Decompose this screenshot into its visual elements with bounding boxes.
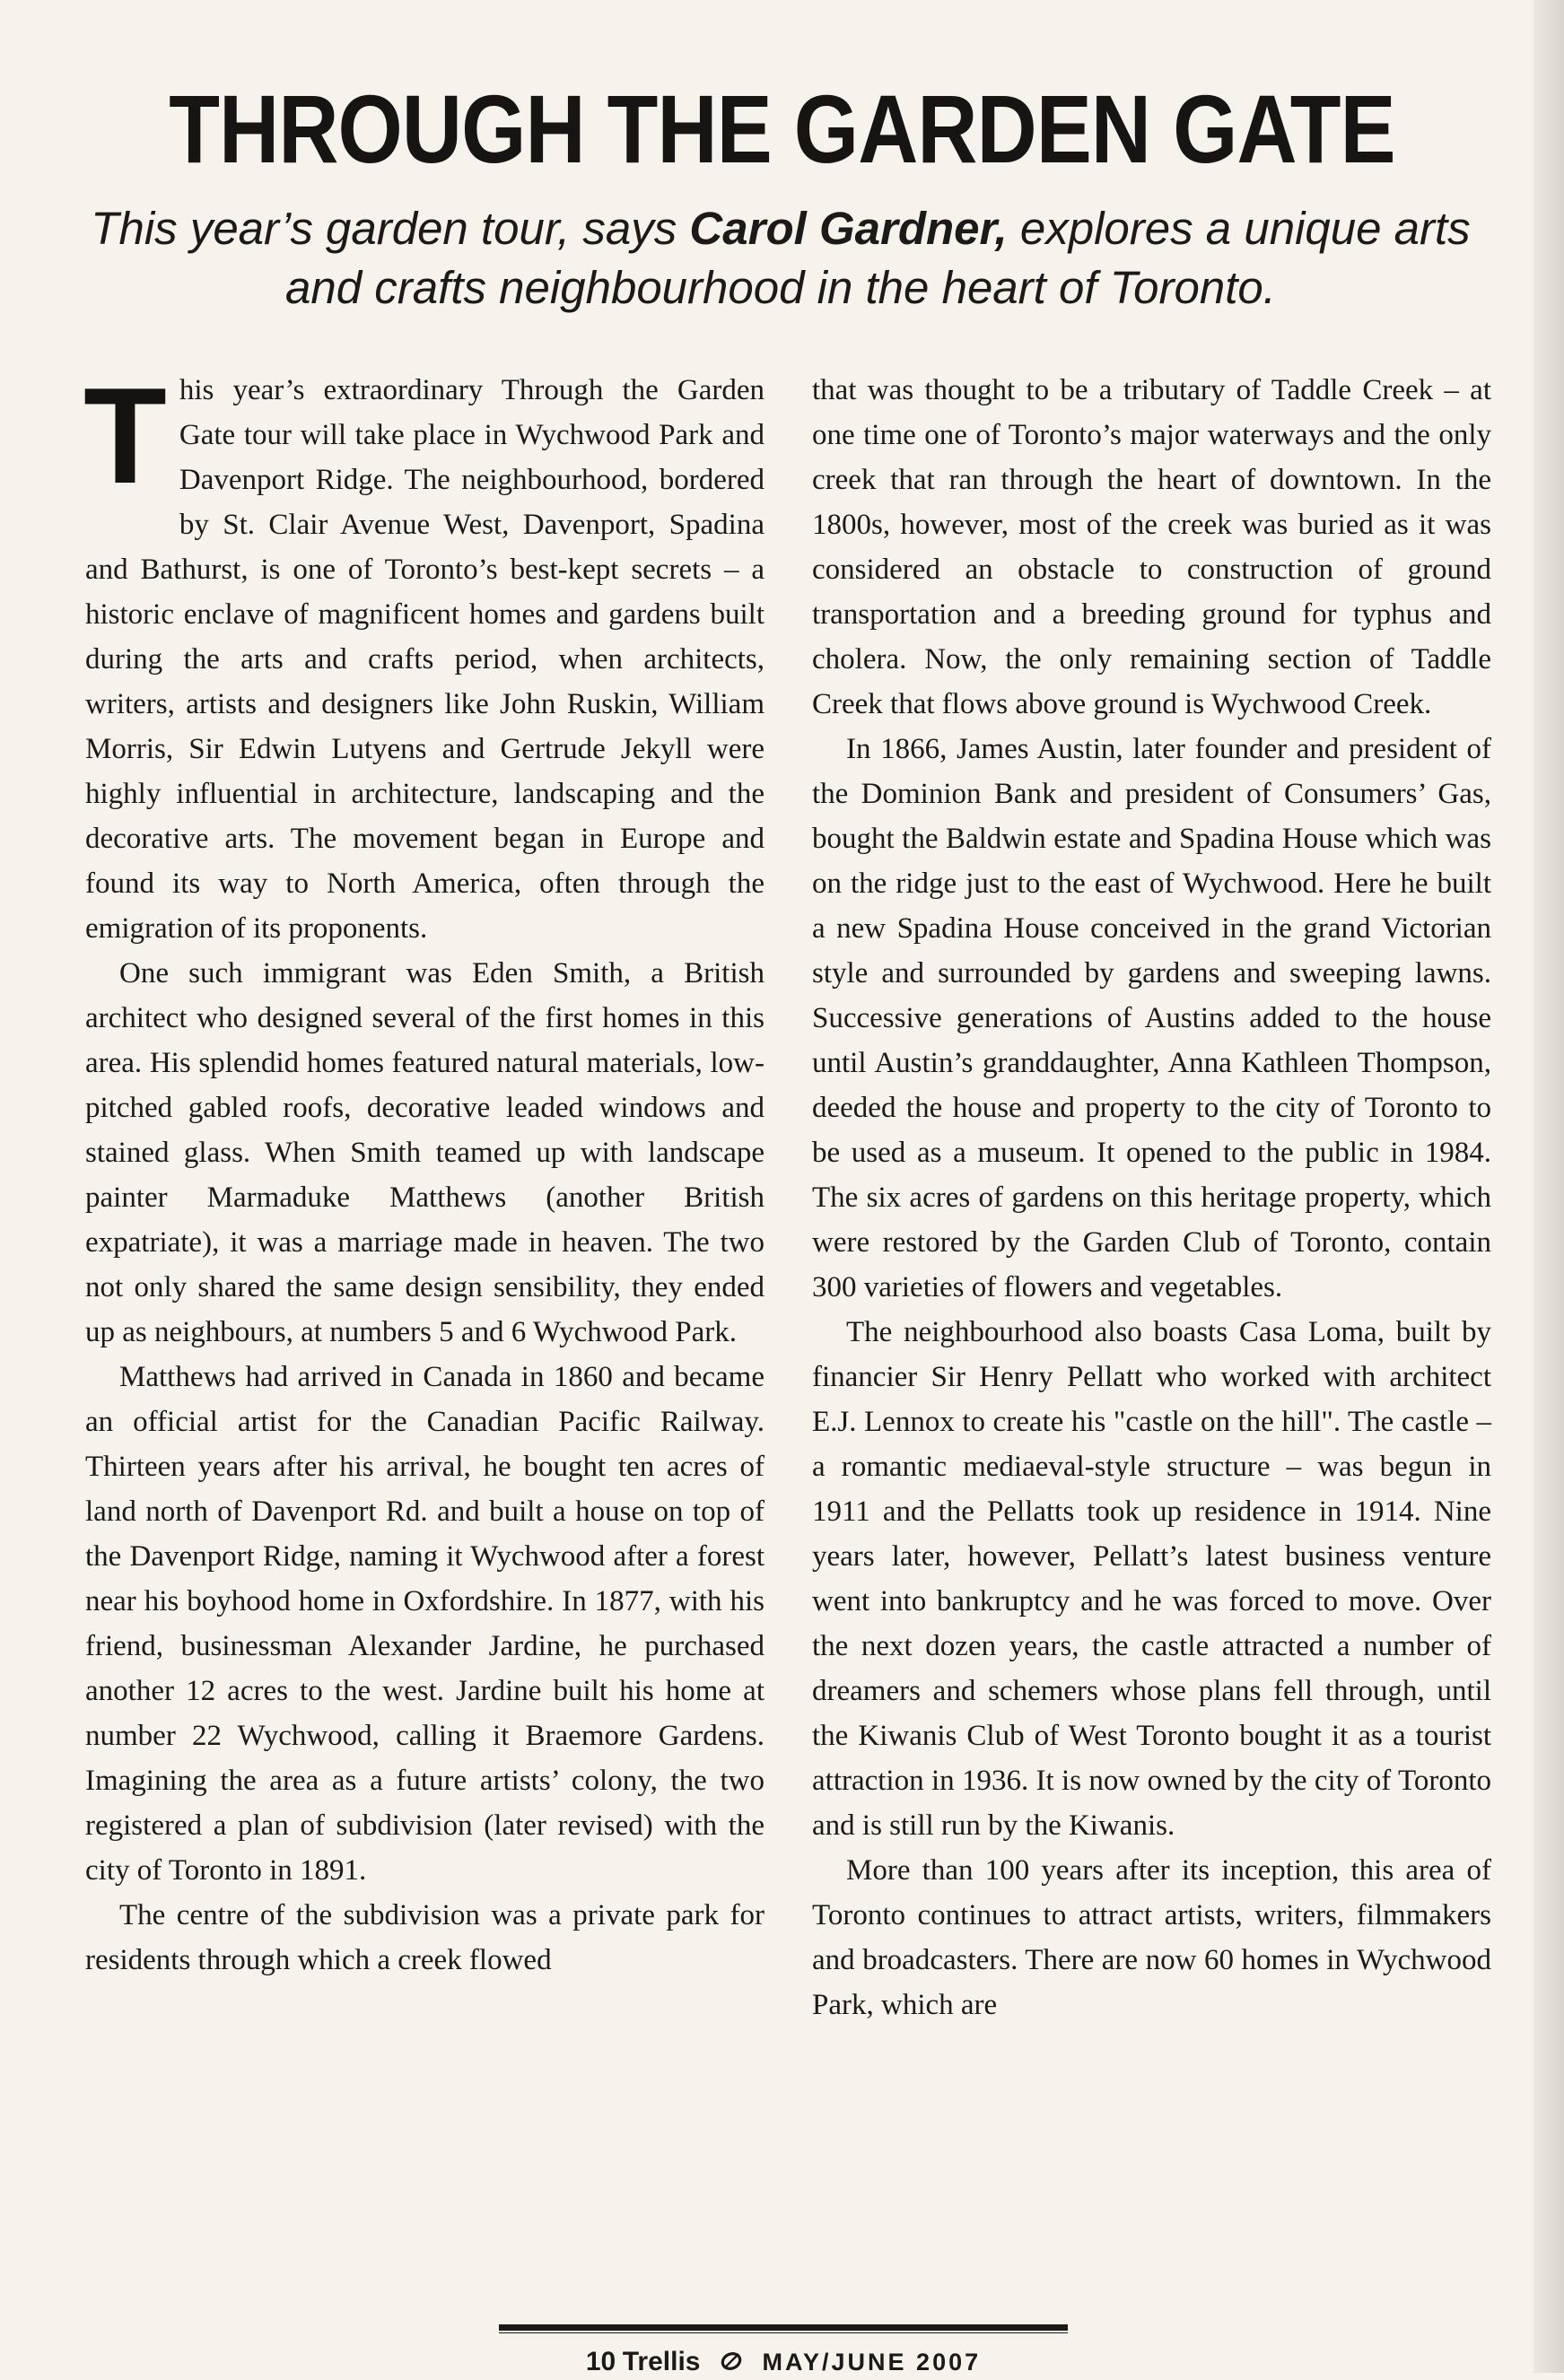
- paragraph-text: his year’s extraordinary Through the Garden Gate tour will take place in Wychwood Park and Davenport Ridge. The neighbourhood, bordered by St. Clair Avenue West, Davenport, Spadina and Bathurst, is one of Toronto’s best-kept secrets – a historic enclave of magnificent homes and gardens built during the arts and crafts period, when architects, writers, artists and designers like John Ruskin, William Morris, Sir Edwin Lutyens and Gertrude Jekyll were highly influential in architecture, landscaping and the decorative arts. The movement began in Europe and found its way to North America, often through the emigration of its proponents.: [85, 374, 765, 945]
- paragraph: In 1866, James Austin, later founder and president of the Dominion Bank and president of Consumers’ Gas, bought the Baldwin estate and Spadina House which was on the ridge just to the east of Wychwood. Here he built a new Spadina House conceived in the grand Victorian style and surrounded by gardens and sweeping lawns. Successive generations of Austins added to the house until Austin’s granddaughter, Anna Kathleen Thompson, deeded the house and property to the city of Toronto to be used as a museum. It opened to the public in 1984. The six acres of gardens on this heritage property, which were restored by the Garden Club of Toronto, contain 300 varieties of flowers and vegetables.: [812, 733, 1491, 1303]
- subtitle-rest: explores a unique arts and crafts neighbourhood in the heart of Toronto.: [285, 203, 1471, 313]
- issue-date: MAY/JUNE 2007: [762, 2349, 982, 2376]
- paragraph: Matthews had arrived in Canada in 1860 and became an official artist for the Canadian Pacific Railway. Thirteen years after his arrival, he bought ten acres of land north of Davenport Rd. and built a house on top of the Davenport Ridge, naming it Wychwood after a forest near his boyhood home in Oxfordshire. In 1877, with his friend, businessman Alexander Jardine, he purchased another 12 acres to the west. Jardine built his home at number 22 Wychwood, calling it Braemore Gardens. Imagining the area as a future artists’ colony, the two registered a plan of subdivision (later revised) with the city of Toronto in 1891.: [85, 1361, 765, 1887]
- paragraph: One such immigrant was Eden Smith, a British architect who designed several of the first homes in this area. His splendid homes featured natural materials, low-pitched gabled roofs, decorative leaded windows and stained glass. When Smith teamed up with landscape painter Marmaduke Matthews (another British expatriate), it was a marriage made in heaven. The two not only shared the same design sensibility, they ended up as neighbours, at numbers 5 and 6 Wychwood Park.: [85, 957, 765, 1348]
- left-column: [83, 360, 765, 1983]
- trellis-logo-icon: [720, 2349, 743, 2380]
- right-column: [812, 368, 1491, 2027]
- subtitle-lead: This year’s garden tour, says: [91, 203, 690, 254]
- footer-rule-thin: [499, 2332, 1068, 2333]
- page-footer: [499, 2347, 1068, 2380]
- paragraph: The centre of the subdivision was a private park for residents through which a creek flowed: [85, 1899, 765, 1976]
- paragraph: The neighbourhood also boasts Casa Loma, built by financier Sir Henry Pellatt who worked with architect E.J. Lennox to create his "castle on the hill". The castle – a romantic mediaeval-style structure – was begun in 1911 and the Pellatts took up residence in 1914. Nine years later, however, Pellatt’s latest business venture went into bankruptcy and he was forced to move. Over the next dozen years, the castle attracted a number of dreamers and schemers whose plans fell through, until the Kiwanis Club of West Toronto bought it as a tourist attraction in 1936. It is now owned by the city of Toronto and is still run by the Kiwanis.: [812, 1316, 1491, 1842]
- magazine-name: Trellis: [622, 2347, 701, 2376]
- page-number: 10: [585, 2347, 616, 2376]
- footer-rule: [499, 2324, 1068, 2331]
- page-edge: [1533, 0, 1564, 2373]
- article-subtitle: [54, 199, 1507, 318]
- article-title: THROUGH THE GARDEN GATE: [169, 74, 1395, 183]
- paragraph: that was thought to be a tributary of Taddle Creek – at one time one of Toronto’s major waterways and the only creek that ran through the heart of downtown. In the 1800s, however, most of the creek was buried as it was considered an obstacle to construction of ground transportation and a breeding ground for typhus and cholera. Now, the only remaining section of Taddle Creek that flows above ground is Wychwood Creek.: [812, 374, 1491, 720]
- paragraph: [83, 360, 765, 951]
- paragraph: More than 100 years after its inception, this area of Toronto continues to attract artists, writers, filmmakers and broadcasters. There are now 60 homes in Wychwood Park, which are: [812, 1854, 1491, 2021]
- author-name: Carol Gardner,: [689, 203, 1008, 254]
- drop-cap: T: [83, 360, 167, 512]
